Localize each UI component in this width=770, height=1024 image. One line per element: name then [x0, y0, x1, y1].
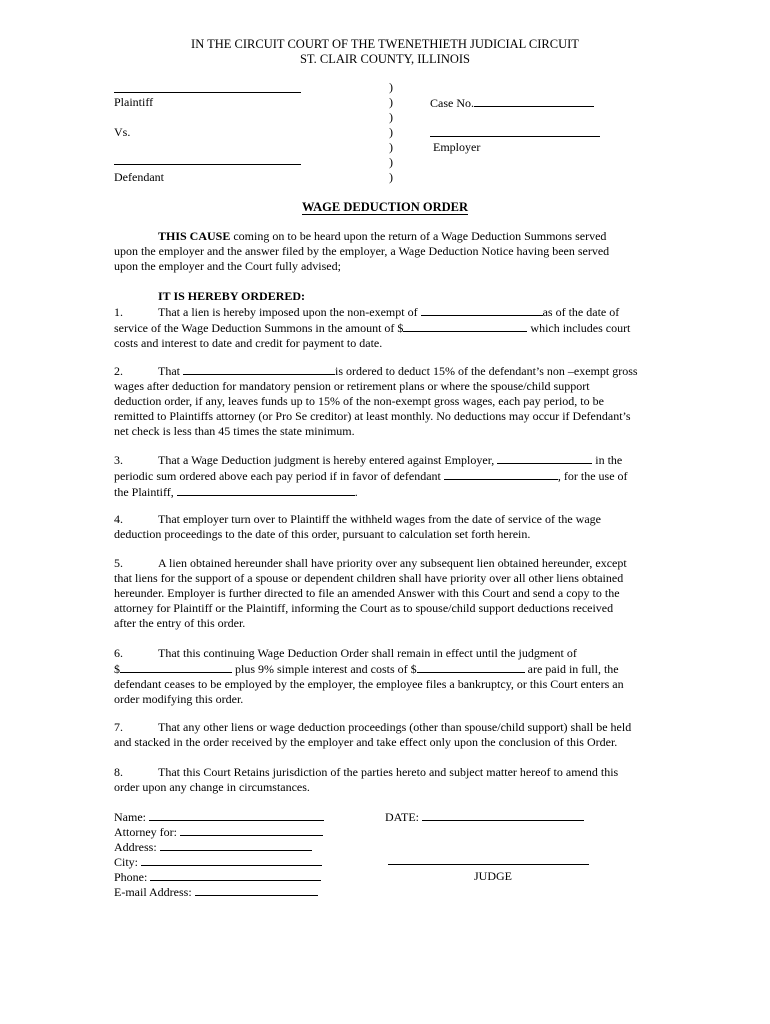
judgment-employer-blank[interactable] [497, 452, 592, 464]
employer-deduct-blank[interactable] [183, 363, 335, 375]
paragraph-2: 2. That is ordered to deduct 15% of the defendant’s non –exempt gross wages after deduction for mandatory pension or retirement plans or where the spouse/child support deduction order, if any, leaves funds up to 15% of the non-exempt gross wages, each pay period, to be remitted to Plaintiffs attorney (or Pro Se creditor) at least monthly. No deductions may occur if Defendant’s net check is less than 45 times the state minimum. [114, 364, 638, 438]
court-heading-line2: ST. CLAIR COUNTY, ILLINOIS [299, 52, 471, 66]
court-heading-line1: IN THE CIRCUIT COURT OF THE TWENETHIETH JUDICIAL CIRCUIT [191, 37, 579, 51]
case-number-blank[interactable] [474, 95, 594, 107]
defendant-name-line[interactable] [114, 164, 301, 165]
paragraph-8: 8. That this Court Retains jurisdiction of the parties hereto and subject matter hereof to amend this order upon any change in circumstances. [114, 765, 619, 794]
city-field: City: [114, 854, 322, 870]
judge-signature-line[interactable] [388, 864, 589, 865]
case-no-label: Case No. [430, 95, 594, 111]
caption-paren: ) [389, 155, 393, 169]
date-field: DATE: [385, 809, 584, 825]
judge-label: JUDGE [474, 869, 512, 883]
name-field: Name: [114, 809, 324, 825]
attorney-field: Attorney for: [114, 824, 323, 840]
address-field: Address: [114, 839, 312, 855]
defendant-favor-blank[interactable] [444, 468, 558, 480]
email-blank[interactable] [195, 884, 318, 896]
intro-paragraph: THIS CAUSE coming on to be heard upon the return of a Wage Deduction Summons served upon the employer and the answer filed by the employer, a Wage Deduction Notice having been served upon the employer and the Court fully advised; [114, 229, 610, 273]
date-blank[interactable] [422, 809, 584, 821]
summons-amount-blank[interactable] [403, 320, 527, 332]
paragraph-1: IT IS HEREBY ORDERED: 1. That a lien is hereby imposed upon the non-exempt of as of the date of service of the Wage Deduction Summons in the amount of $ which includes court costs and interest to date and credit for payment to date. [114, 289, 631, 350]
defendant-label: Defendant [114, 170, 164, 184]
caption-paren: ) [389, 110, 393, 124]
document-title: WAGE DEDUCTION ORDER [302, 200, 468, 214]
employer-name-line[interactable] [430, 136, 600, 137]
name-blank[interactable] [149, 809, 324, 821]
attorney-blank[interactable] [180, 824, 323, 836]
plaintiff-label: Plaintiff [114, 95, 154, 109]
vs-label: Vs. [114, 125, 131, 139]
phone-field: Phone: [114, 869, 321, 885]
paragraph-5: 5. A lien obtained hereunder shall have priority over any subsequent lien obtained hereunder, except that liens for the support of a spouse or dependent children shall have priority over all other liens obtained hereunder. Employer is further directed to file an amended Answer with this Court and send a copy to the attorney for Plaintiff or the Plaintiff, informing the Court as to spouse/child support deductions received after the entry of this order. [114, 556, 627, 630]
caption-paren: ) [389, 140, 393, 154]
paragraph-3: 3. That a Wage Deduction judgment is hereby entered against Employer, in the periodic sum ordered above each pay period if in favor of defendant , for the use of the Plaintiff, . [114, 453, 628, 499]
caption-paren: ) [389, 95, 393, 109]
city-blank[interactable] [141, 854, 322, 866]
nonexempt-blank[interactable] [421, 304, 543, 316]
costs-amount-blank[interactable] [417, 661, 525, 673]
caption-paren: ) [389, 125, 393, 139]
ordered-heading: IT IS HEREBY ORDERED: [158, 289, 306, 303]
phone-blank[interactable] [150, 869, 321, 881]
judgment-amount-blank[interactable] [120, 661, 232, 673]
address-blank[interactable] [160, 839, 312, 851]
email-field: E-mail Address: [114, 884, 318, 900]
paragraph-6: 6. That this continuing Wage Deduction Order shall remain in effect until the judgment of $ plus 9% simple interest and costs of $ are paid in full, the defendant ceases to be employed by the employer, the employee files a bankruptcy, or this Court enters an order modifying this order. [114, 646, 624, 706]
plaintiff-name-line[interactable] [114, 92, 301, 93]
plaintiff-use-blank[interactable] [177, 484, 355, 496]
employer-label: Employer [433, 140, 481, 154]
paragraph-7: 7. That any other liens or wage deduction proceedings (other than spouse/child support) shall be held and stacked in the order received by the employer and take effect only upon the conclusion of this Order. [114, 720, 632, 749]
caption-paren: ) [389, 170, 393, 184]
paragraph-4: 4. That employer turn over to Plaintiff the withheld wages from the date of service of the wage deduction proceedings to the date of this order, pursuant to calculation set forth herein. [114, 512, 601, 541]
caption-paren: ) [389, 80, 393, 94]
